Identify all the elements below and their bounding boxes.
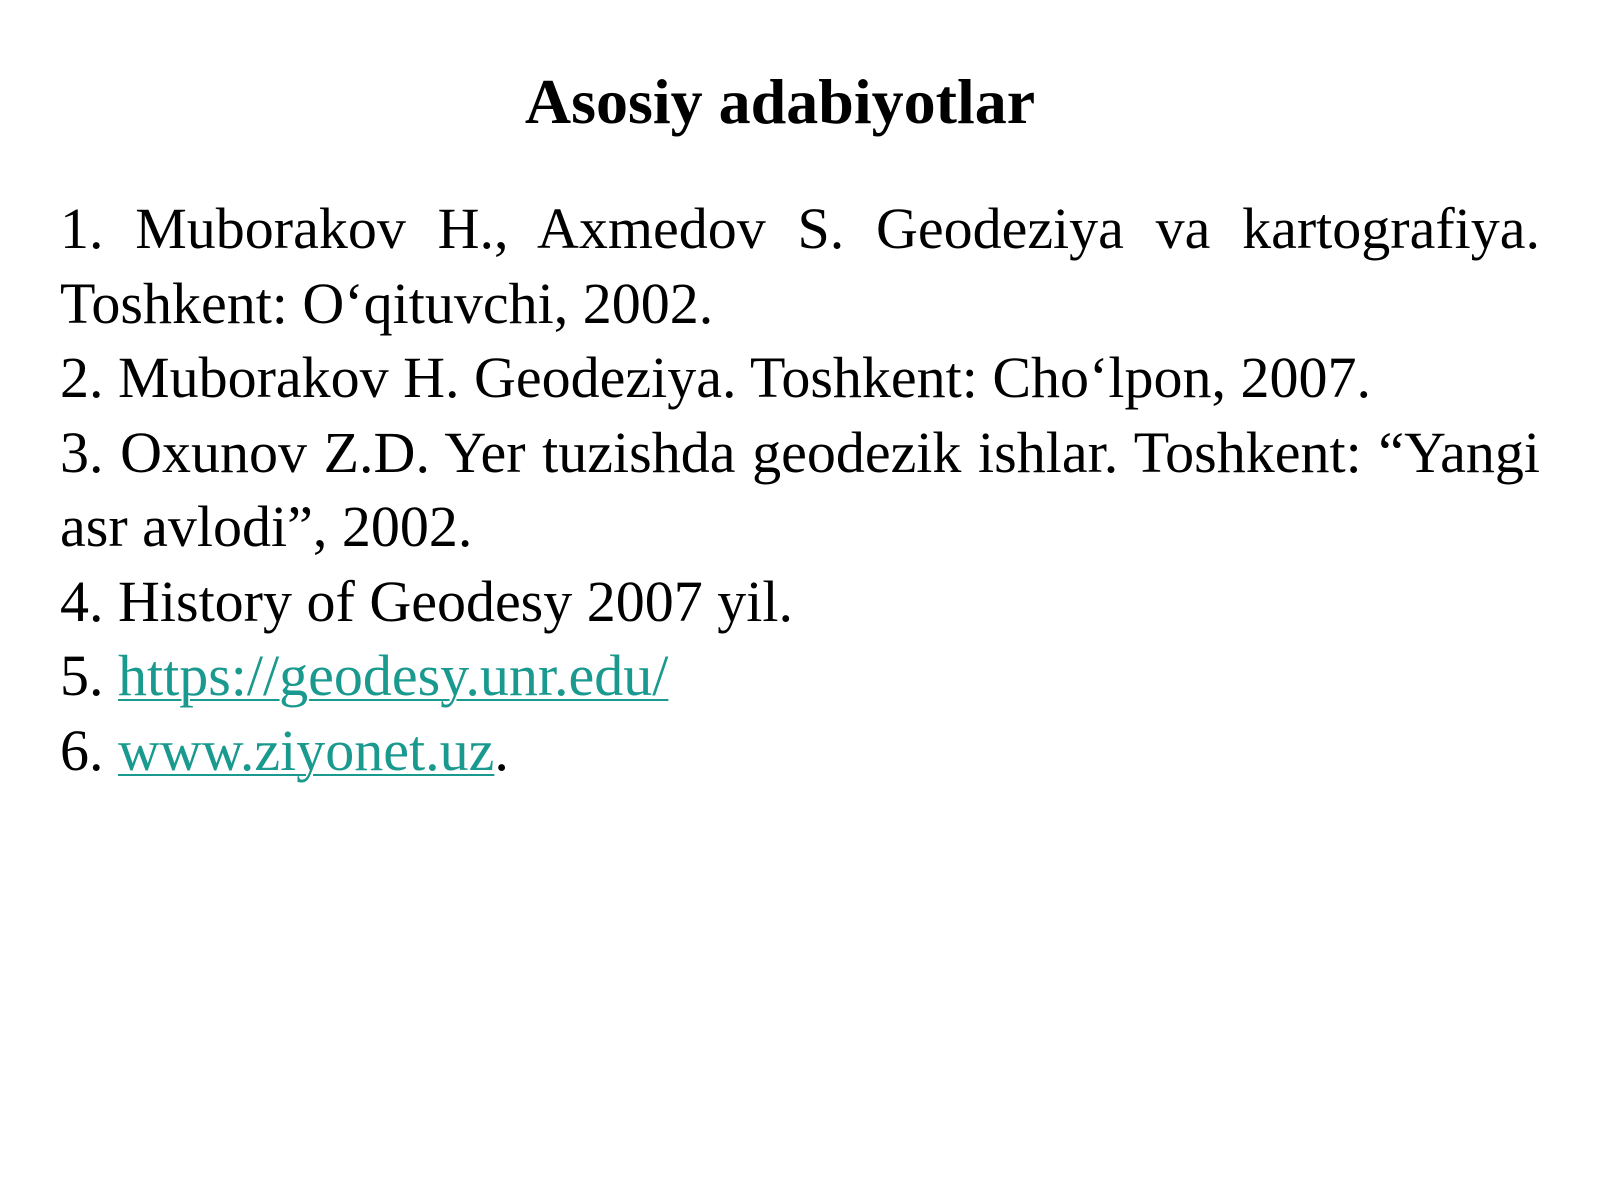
reference-suffix: . — [494, 717, 509, 783]
geodesy-link[interactable]: https://geodesy.unr.edu/ — [118, 643, 669, 708]
reference-text: Oxunov Z.D. Yer tuzishda geodezik ishlar. Toshkent: “Yangi asr avlodi”, 2002. — [60, 419, 1540, 559]
reference-number: 4. — [60, 568, 104, 634]
reference-item — [60, 639, 1540, 714]
reference-item — [60, 416, 1540, 565]
reference-number: 6. — [60, 717, 104, 783]
ziyonet-link[interactable]: www.ziyonet.uz — [118, 717, 495, 783]
reference-text: History of Geodesy 2007 yil. — [118, 568, 793, 634]
reference-item — [60, 341, 1540, 416]
reference-text: Muborakov H., Axmedov S. Geodeziya va kartografiya. Toshkent: O‘qituvchi, 2002. — [60, 196, 1541, 336]
reference-number: 1. — [60, 196, 104, 261]
reference-item — [60, 192, 1540, 341]
reference-number: 5. — [60, 643, 104, 708]
reference-list — [60, 192, 1540, 788]
reference-number: 2. — [60, 345, 104, 410]
reference-text: Muborakov H. Geodeziya. Toshkent: Cho‘lpon, 2007. — [118, 345, 1371, 410]
reference-item — [60, 565, 1540, 640]
reference-number: 3. — [60, 419, 104, 485]
page-title: Asosiy adabiyotlar — [524, 66, 1036, 137]
reference-item — [60, 714, 1540, 789]
